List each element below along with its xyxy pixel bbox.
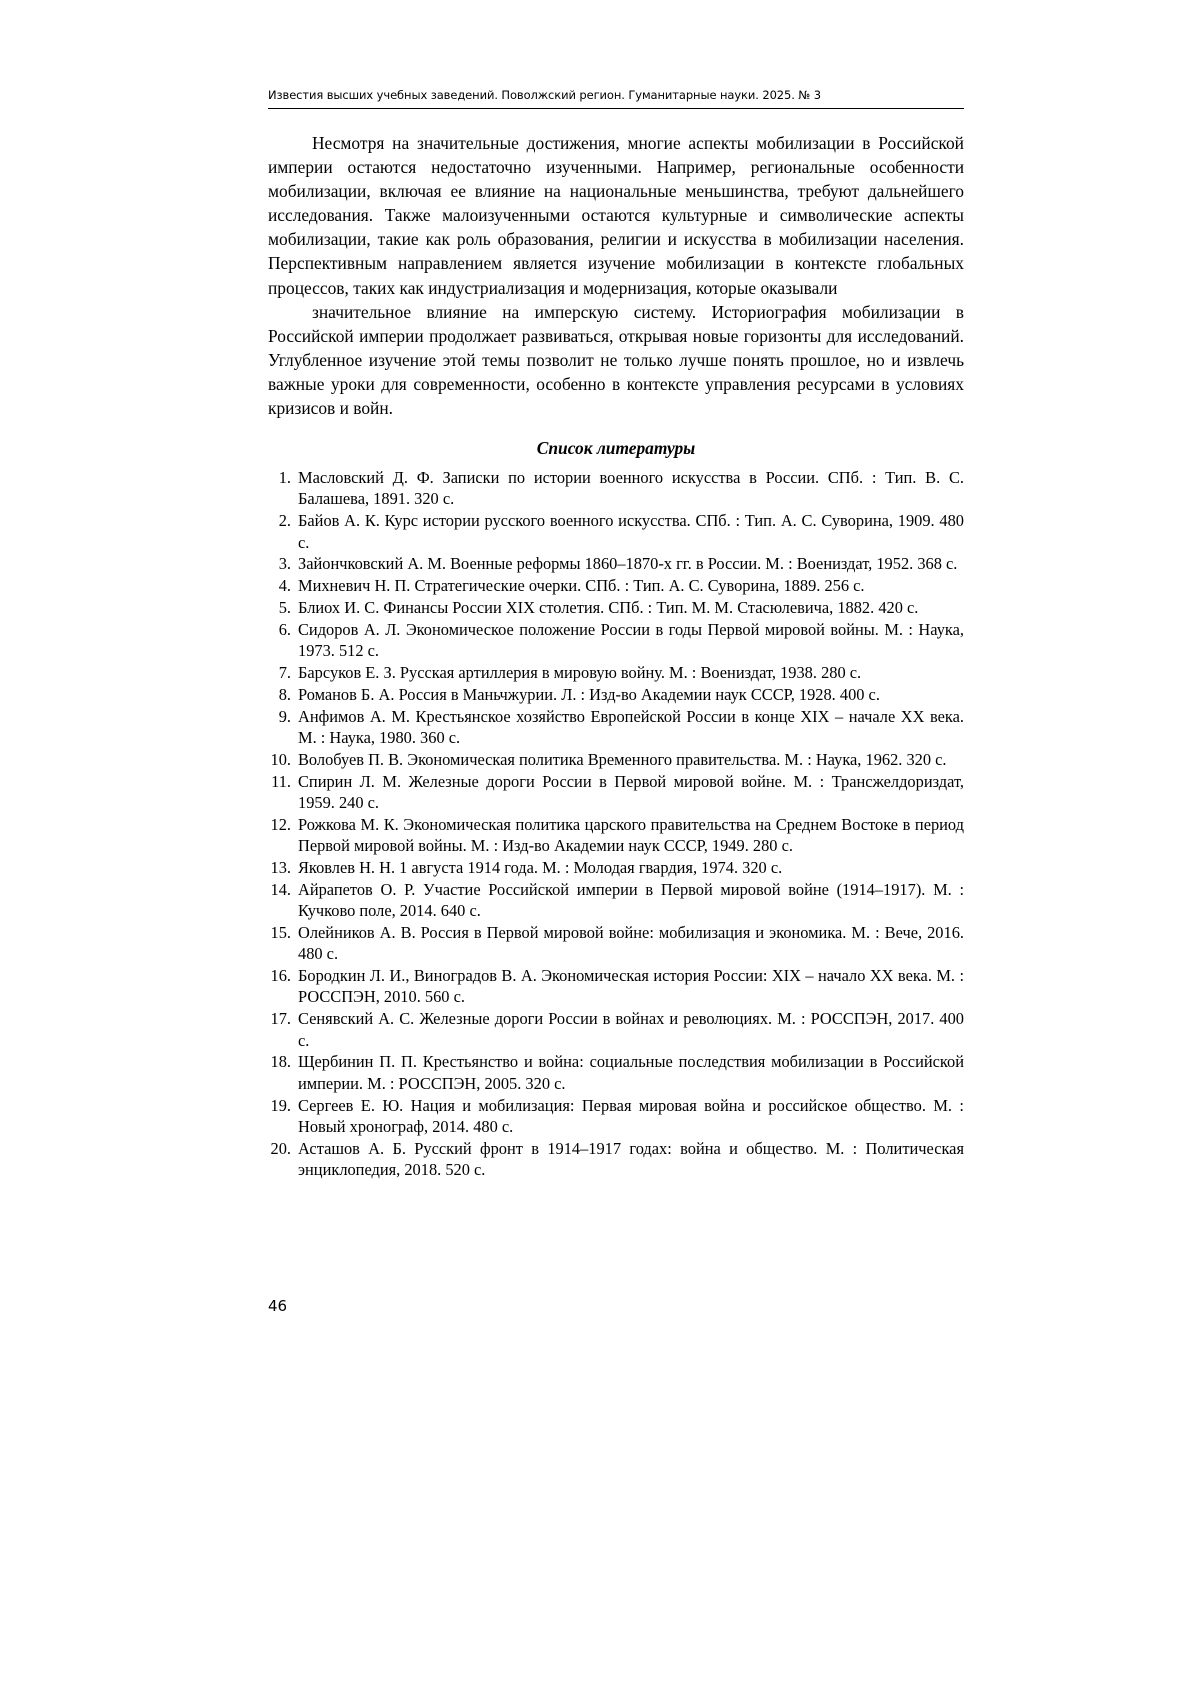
list-item-number: 6. xyxy=(278,619,291,639)
page-content xyxy=(268,88,964,1181)
list-item-text: Рожкова М. К. Экономическая политика царского правительства на Среднем Востоке в период Первой мировой войны. М. : Изд-во Академии наук СССР, 1949. 280 с. xyxy=(298,814,964,856)
list-item xyxy=(268,1051,964,1094)
list-item-number: 3. xyxy=(278,554,291,574)
list-item xyxy=(268,814,964,857)
list-item xyxy=(268,857,964,878)
list-item-text: Масловский Д. Ф. Записки по истории военного искусства в России. СПб. : Тип. В. С. Балашева, 1891. 320 с. xyxy=(298,468,964,509)
list-item-text: Барсуков Е. З. Русская артиллерия в мировую войну. М. : Воениздат, 1938. 280 с. xyxy=(298,663,862,683)
paragraph-1: Несмотря на значительные достижения, многие аспекты мобилизации в Российской империи остаются недостаточно изученными. Например, региональные особенности мобилизации, включая ее влияние на национальные меньшинства, требуют дальнейшего исследования. Также малоизученными остаются культурные и символические аспекты мобилизации, такие как роль образования, религии и искусства в мобилизации населения. Перспективным направлением является изучение мобилизации в контексте глобальных процессов, таких как индустриализация и модернизация, которые оказывали xyxy=(268,132,964,298)
list-item xyxy=(268,662,964,683)
list-item-number: 20. xyxy=(270,1138,291,1158)
list-item xyxy=(268,749,964,770)
list-item-text: Асташов А. Б. Русский фронт в 1914–1917 годах: война и общество. М. : Политическая энциклопедия, 2018. 520 с. xyxy=(298,1138,964,1180)
list-item xyxy=(268,1095,964,1138)
list-item-number: 12. xyxy=(270,814,291,834)
references-heading: Список литературы xyxy=(536,438,696,459)
list-item xyxy=(268,553,964,574)
list-item-number: 1. xyxy=(278,468,291,488)
list-item-number: 2. xyxy=(278,511,291,531)
list-item xyxy=(268,1008,964,1051)
list-item-text: Сенявский А. С. Железные дороги России в войнах и революциях. М. : РОССПЭН, 2017. 400 с. xyxy=(298,1009,964,1050)
list-item xyxy=(268,706,964,749)
list-item-number: 15. xyxy=(270,922,291,942)
list-item-text: Спирин Л. М. Железные дороги России в Первой мировой войне. М. : Трансжелдориздат, 1959. 240 с. xyxy=(298,771,964,812)
list-item-number: 4. xyxy=(278,576,291,596)
list-item-text: Блиох И. С. Финансы России XIX столетия. СПб. : Тип. М. М. Стасюлевича, 1882. 420 с. xyxy=(298,598,919,618)
list-item-text: Романов Б. А. Россия в Маньчжурии. Л. : Изд-во Академии наук СССР, 1928. 400 с. xyxy=(298,684,880,704)
list-item xyxy=(268,965,964,1008)
list-item-text: Сергеев Е. Ю. Нация и мобилизация: Первая мировая война и российское общество. М. : Новый хронограф, 2014. 480 с. xyxy=(298,1095,964,1136)
list-item-number: 13. xyxy=(270,857,291,877)
list-item-text: Бородкин Л. И., Виноградов В. А. Экономическая история России: XIX – начало XX века. М. : РОССПЭН, 2010. 560 с. xyxy=(298,966,964,1007)
list-item-text: Айрапетов О. Р. Участие Российской империи в Первой мировой войне (1914–1917). М. : Кучково поле, 2014. 640 с. xyxy=(298,879,964,921)
list-item-number: 11. xyxy=(271,771,291,791)
list-item xyxy=(268,510,964,553)
list-item-number: 18. xyxy=(270,1052,291,1072)
page-number: 46 xyxy=(268,1297,288,1315)
list-item-number: 16. xyxy=(270,966,291,986)
list-item-text: Яковлев Н. Н. 1 августа 1914 года. М. : Молодая гвардия, 1974. 320 с. xyxy=(298,857,783,877)
list-item xyxy=(268,575,964,596)
list-item-text: Сидоров А. Л. Экономическое положение России в годы Первой мировой войны. М. : Наука, 1973. 512 с. xyxy=(298,619,964,661)
list-item-number: 8. xyxy=(278,684,291,704)
body-text xyxy=(268,131,964,420)
list-item xyxy=(268,771,964,814)
list-item-text: Щербинин П. П. Крестьянство и война: социальные последствия мобилизации в Российской империи. М. : РОССПЭН, 2005. 320 с. xyxy=(298,1052,964,1093)
list-item-text: Байов А. К. Курс истории русского военного искусства. СПб. : Тип. А. С. Суворина, 1909. 480 с. xyxy=(298,511,964,552)
list-item xyxy=(268,684,964,705)
list-item-number: 7. xyxy=(278,663,291,683)
list-item xyxy=(268,619,964,662)
list-item-number: 5. xyxy=(278,598,291,618)
list-item-text: Олейников А. В. Россия в Первой мировой войне: мобилизация и экономика. М. : Вече, 2016. 480 с. xyxy=(298,922,964,964)
list-item-number: 17. xyxy=(270,1009,291,1029)
list-item-text: Михневич Н. П. Стратегические очерки. СПб. : Тип. А. С. Суворина, 1889. 256 с. xyxy=(298,576,865,596)
list-item-number: 10. xyxy=(270,749,291,769)
list-item-number: 9. xyxy=(278,706,291,726)
list-item xyxy=(268,922,964,965)
list-item-number: 14. xyxy=(270,879,291,899)
paragraph-2: значительное влияние на имперскую систему. Историография мобилизации в Российской империи продолжает развиваться, открывая новые горизонты для исследований. Углубленное изучение этой темы позволит не только лучше понять прошлое, но и извлечь важные уроки для современности, особенно в контексте управления ресурсами в условиях кризисов и войн. xyxy=(268,301,964,418)
list-item-text: Анфимов А. М. Крестьянское хозяйство Европейской России в конце XIX – начале XX века. М. : Наука, 1980. 360 с. xyxy=(298,706,964,747)
list-item xyxy=(268,1138,964,1181)
list-item xyxy=(268,467,964,510)
list-item-number: 19. xyxy=(270,1095,291,1115)
list-item xyxy=(268,597,964,618)
list-item xyxy=(268,879,964,922)
running-head: Известия высших учебных заведений. Поволжский регион. Гуманитарные науки. 2025. № 3 xyxy=(268,88,964,109)
references-list xyxy=(268,467,964,1180)
list-item-text: Волобуев П. В. Экономическая политика Временного правительства. М. : Наука, 1962. 320 с. xyxy=(298,749,947,769)
list-item-text: Зайончковский А. М. Военные реформы 1860–1870-х гг. в России. М. : Воениздат, 1952. 368 с. xyxy=(298,554,958,574)
